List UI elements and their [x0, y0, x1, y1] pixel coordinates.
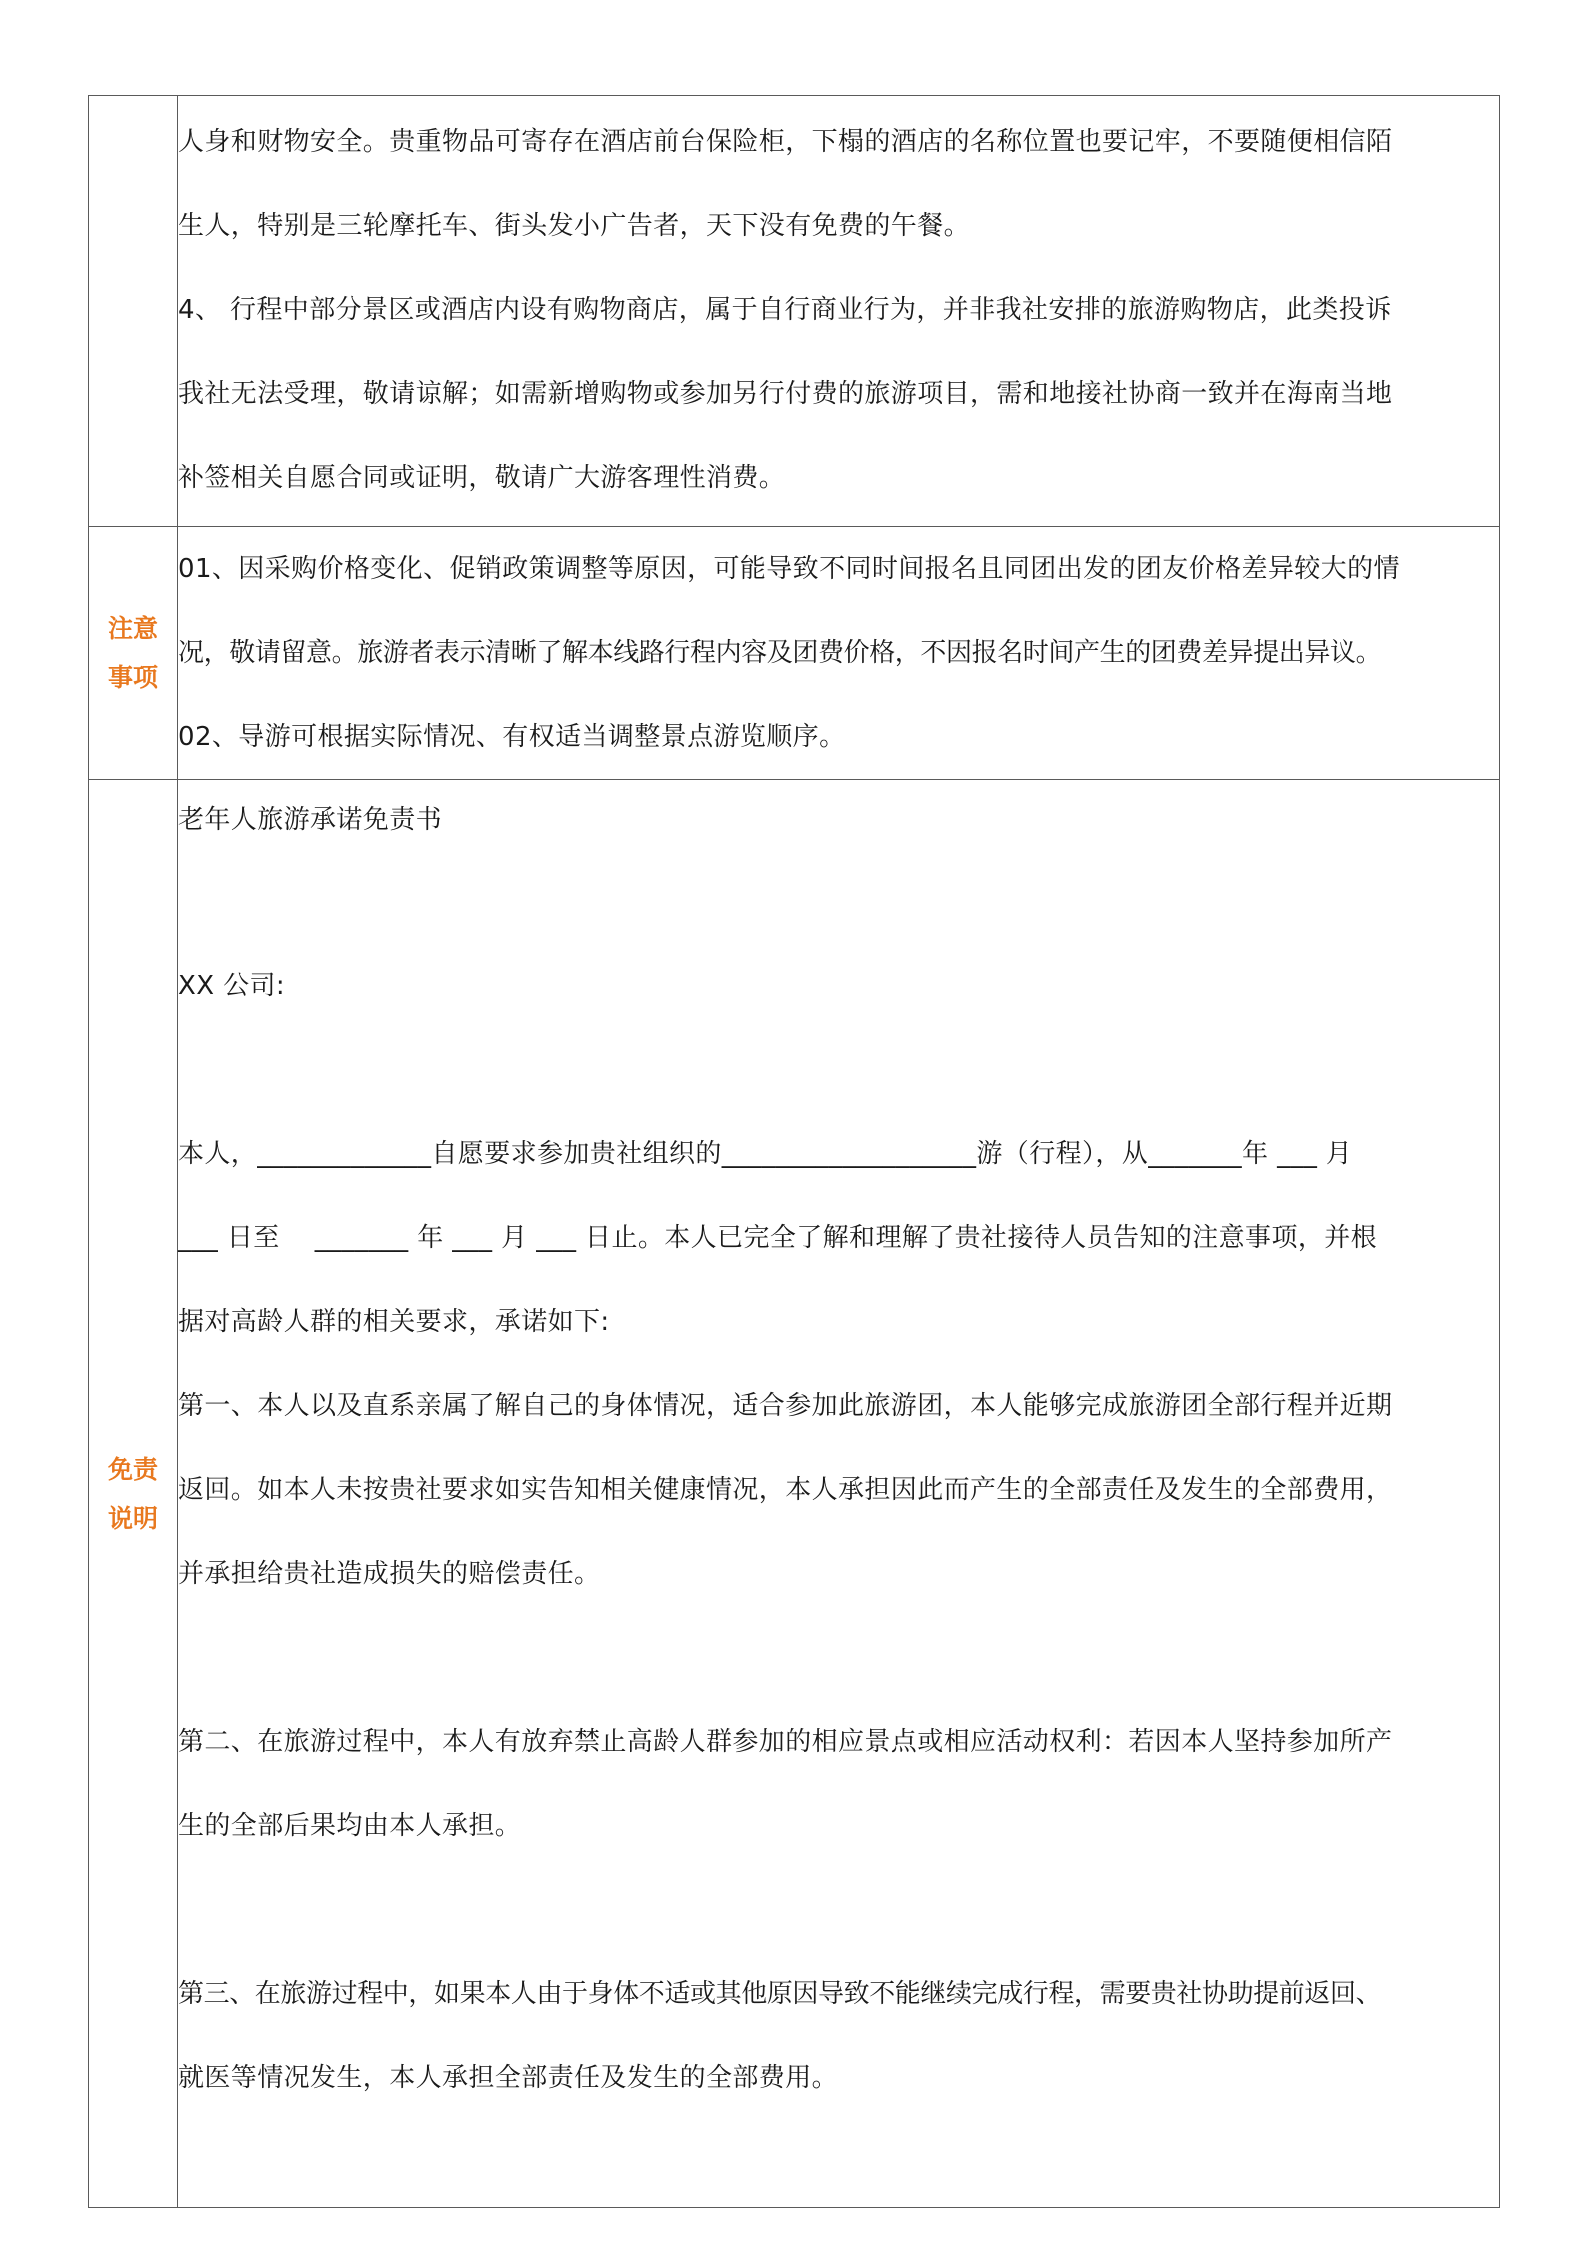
- text-line: 况，敬请留意。旅游者表示清晰了解本线路行程内容及团费价格，不因报名时间产生的团费差异提出异议。: [178, 638, 1382, 668]
- text-line: 本人，_____________自愿要求参加贵社组织的___________________游（行程），从_______年 ___ 月: [178, 1139, 1353, 1169]
- text-line: 返回。如本人未按贵社要求如实告知相关健康情况，本人承担因此而产生的全部责任及发生的全部费用，: [178, 1475, 1393, 1505]
- disclaimer-title: 老年人旅游承诺免责书: [178, 805, 443, 835]
- section-content: [178, 96, 1500, 527]
- text-line: 我社无法受理，敬请谅解；如需新增购物或参加另行付费的旅游项目，需和地接社协商一致并在海南当地: [178, 379, 1393, 409]
- text-line: 并承担给贵社造成损失的赔偿责任。: [178, 1559, 601, 1589]
- text-line: 生人，特别是三轮摩托车、街头发小广告者，天下没有免费的午餐。: [178, 211, 971, 241]
- section-label-cell: [89, 527, 178, 780]
- text-line: ___ 日至 _______ 年 ___ 月 ___ 日止。本人已完全了解和理解了贵社接待人员告知的注意事项，并根: [178, 1223, 1378, 1253]
- text-line: 第三、在旅游过程中，如果本人由于身体不适或其他原因导致不能继续完成行程，需要贵社协助提前返回、: [178, 1979, 1382, 2009]
- text-line: 01、因采购价格变化、促销政策调整等原因，可能导致不同时间报名且同团出发的团友价格差异较大的情: [178, 554, 1400, 584]
- section-label-disclaimer: 免责说明: [107, 1454, 158, 1533]
- section-content: [178, 780, 1500, 2208]
- text-line: 第二、在旅游过程中，本人有放弃禁止高龄人群参加的相应景点或相应活动权利：若因本人坚持参加所产: [178, 1727, 1393, 1757]
- text-line: 02、导游可根据实际情况、有权适当调整景点游览顺序。: [178, 722, 846, 752]
- section-row-continued: [89, 96, 1500, 527]
- section-label-cell: [89, 780, 178, 2208]
- text-line: 生的全部后果均由本人承担。: [178, 1811, 522, 1841]
- section-row-disclaimer: [89, 780, 1500, 2208]
- text-line: 第一、本人以及直系亲属了解自己的身体情况，适合参加此旅游团，本人能够完成旅游团全部行程并近期: [178, 1391, 1393, 1421]
- text-line: 据对高龄人群的相关要求，承诺如下:: [178, 1307, 610, 1337]
- section-row-notes: [89, 527, 1500, 780]
- section-label-notes: 注意事项: [107, 614, 158, 692]
- section-content: [178, 527, 1500, 780]
- addressee-line: XX 公司:: [178, 971, 286, 1001]
- text-line: 就医等情况发生，本人承担全部责任及发生的全部费用。: [178, 2063, 839, 2093]
- document-table: [88, 95, 1500, 2208]
- text-line: 补签相关自愿合同或证明，敬请广大游客理性消费。: [178, 463, 786, 493]
- section-label-cell: [89, 96, 178, 527]
- text-line: 人身和财物安全。贵重物品可寄存在酒店前台保险柜，下榻的酒店的名称位置也要记牢，不要随便相信陌: [178, 127, 1393, 157]
- text-line: 4、 行程中部分景区或酒店内设有购物商店，属于自行商业行为，并非我社安排的旅游购物店，此类投诉: [178, 295, 1392, 325]
